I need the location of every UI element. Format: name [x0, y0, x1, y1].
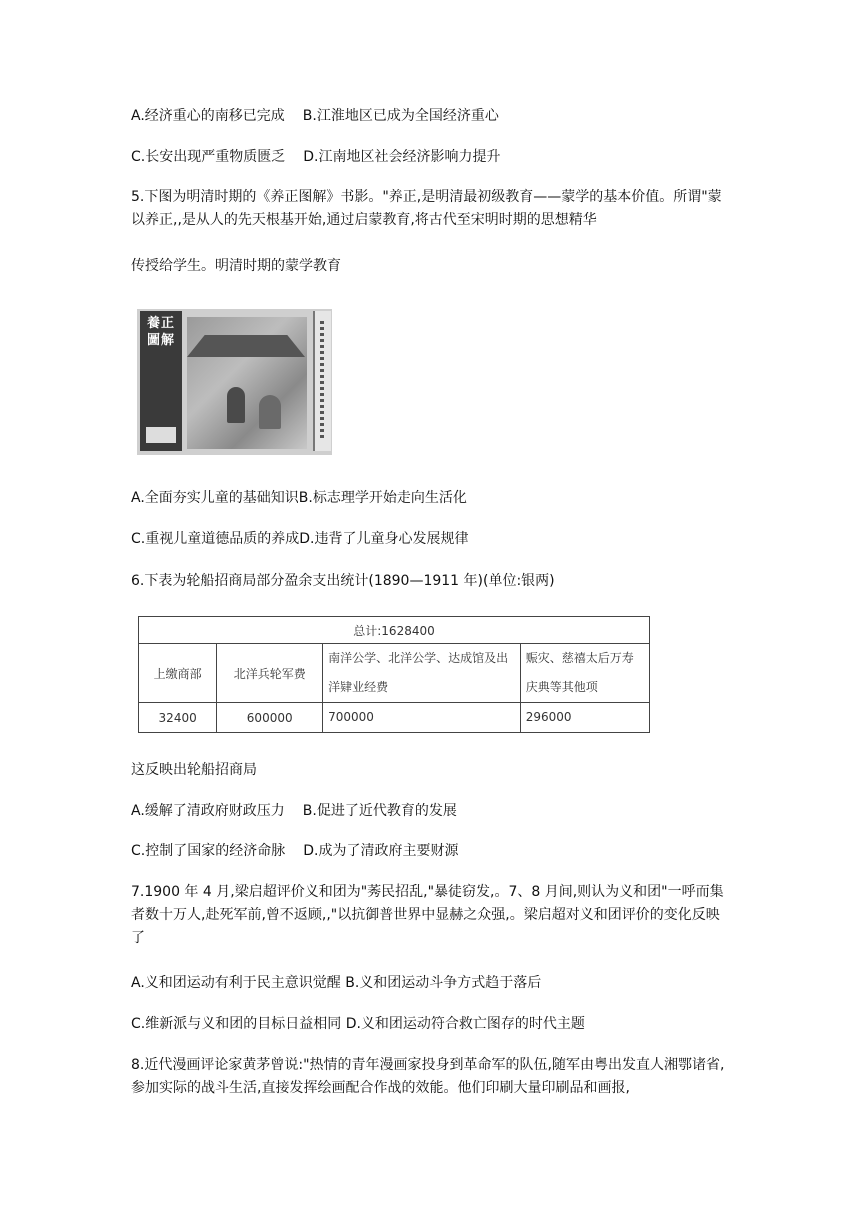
- q6-option-a: A.缓解了清政府财政压力: [131, 803, 285, 819]
- table-header-cell: 上缴商部: [139, 644, 217, 703]
- q7-options-row1: [131, 973, 541, 993]
- q7-options-row2: [131, 1014, 585, 1034]
- table-header-row: [139, 644, 650, 703]
- q5-options-row1: [131, 488, 467, 508]
- q4-option-a: A.经济重心的南移已完成: [131, 108, 285, 124]
- q6-table: [138, 616, 650, 733]
- q6-options-row2: [131, 841, 458, 861]
- q6-option-d: D.成为了清政府主要财源: [303, 843, 459, 859]
- scene-figure: [227, 387, 245, 423]
- book-scene-image: [187, 317, 307, 449]
- spine-text-column: [320, 321, 324, 439]
- q5-option-d: D.违背了儿童身心发展规律: [299, 531, 469, 547]
- q6-stem: 6.下表为轮船招商局部分盈余支出统计(1890—1911 年)(单位:银两): [131, 573, 555, 589]
- q4-option-c: C.长安出现严重物质匮乏: [131, 149, 286, 165]
- table-header-cell: 南洋公学、北洋公学、达成馆及出洋肄业经费: [323, 644, 521, 703]
- q7-stem: 7.1900 年 4 月,梁启超评价义和团为"莠民招乱,"暴徒窃发,。7、8 月间,则认为义和团"一呼而集者数十万人,赴死军前,曾不返顾,,"以抗御普世界中显赫之众强,。梁启超对义和团评价的变化反映了: [131, 884, 724, 946]
- table-cell: 700000: [323, 703, 521, 733]
- table-header-cell: 北洋兵轮军费: [217, 644, 323, 703]
- book-spine: [313, 311, 331, 451]
- q7-option-a: A.义和团运动有利于民主意识觉醒: [131, 975, 341, 991]
- q6-option-b: B.促进了近代教育的发展: [302, 803, 457, 819]
- scene-roof: [187, 335, 305, 357]
- q7-option-c: C.维新派与义和团的目标日益相同: [131, 1016, 342, 1032]
- q5-options-row2: [131, 529, 468, 549]
- q5-stem: 5.下图为明清时期的《养正图解》书影。"养正,是明清最初级教育——蒙学的基本价值。所谓"蒙以养正,,是从人的先天根基开始,通过启蒙教育,将古代至宋明时期的思想精华: [131, 189, 722, 228]
- q7-option-b: B.义和团运动斗争方式趋于落后: [345, 975, 542, 991]
- q5-option-c: C.重视儿童道德品质的养成: [131, 531, 300, 547]
- q6-followup: 这反映出轮船招商局: [131, 762, 257, 778]
- q8-stem: 8.近代漫画评论家黄茅曾说:"热情的青年漫画家投身到革命军的队伍,随军由粤出发直人湘鄂诸省,参加实际的战斗生活,直接发挥绘画配合作战的效能。他们印刷大量印刷品和画报,: [131, 1057, 725, 1096]
- q7-option-d: D.义和团运动符合救亡图存的时代主题: [345, 1016, 585, 1032]
- q5-stem-tail: 传授给学生。明清时期的蒙学教育: [131, 258, 341, 274]
- q5-option-b: B.标志理学开始走向生活化: [298, 490, 467, 506]
- book-illustration: [137, 309, 332, 455]
- book-title: 養正圖解: [146, 316, 175, 348]
- table-cell: 296000: [520, 703, 649, 733]
- q4-option-b: B.江淮地区已成为全国经济重心: [302, 108, 499, 124]
- q6-option-c: C.控制了国家的经济命脉: [131, 843, 286, 859]
- q5-option-a: A.全面夯实儿童的基础知识: [131, 490, 299, 506]
- book-cover: [140, 311, 182, 451]
- table-header-cell: 赈灾、慈禧太后万寿庆典等其他项: [520, 644, 649, 703]
- table-total: 总计:1628400: [139, 617, 650, 644]
- q4-options-row2: [131, 147, 500, 167]
- book-volume-label: [146, 427, 176, 443]
- q4-options-row1: [131, 106, 499, 126]
- table-cell: 600000: [217, 703, 323, 733]
- scene-figure: [259, 395, 281, 429]
- q6-options-row1: [131, 801, 457, 821]
- table-cell: 32400: [139, 703, 217, 733]
- table-row: [139, 703, 650, 733]
- q4-option-d: D.江南地区社会经济影响力提升: [303, 149, 501, 165]
